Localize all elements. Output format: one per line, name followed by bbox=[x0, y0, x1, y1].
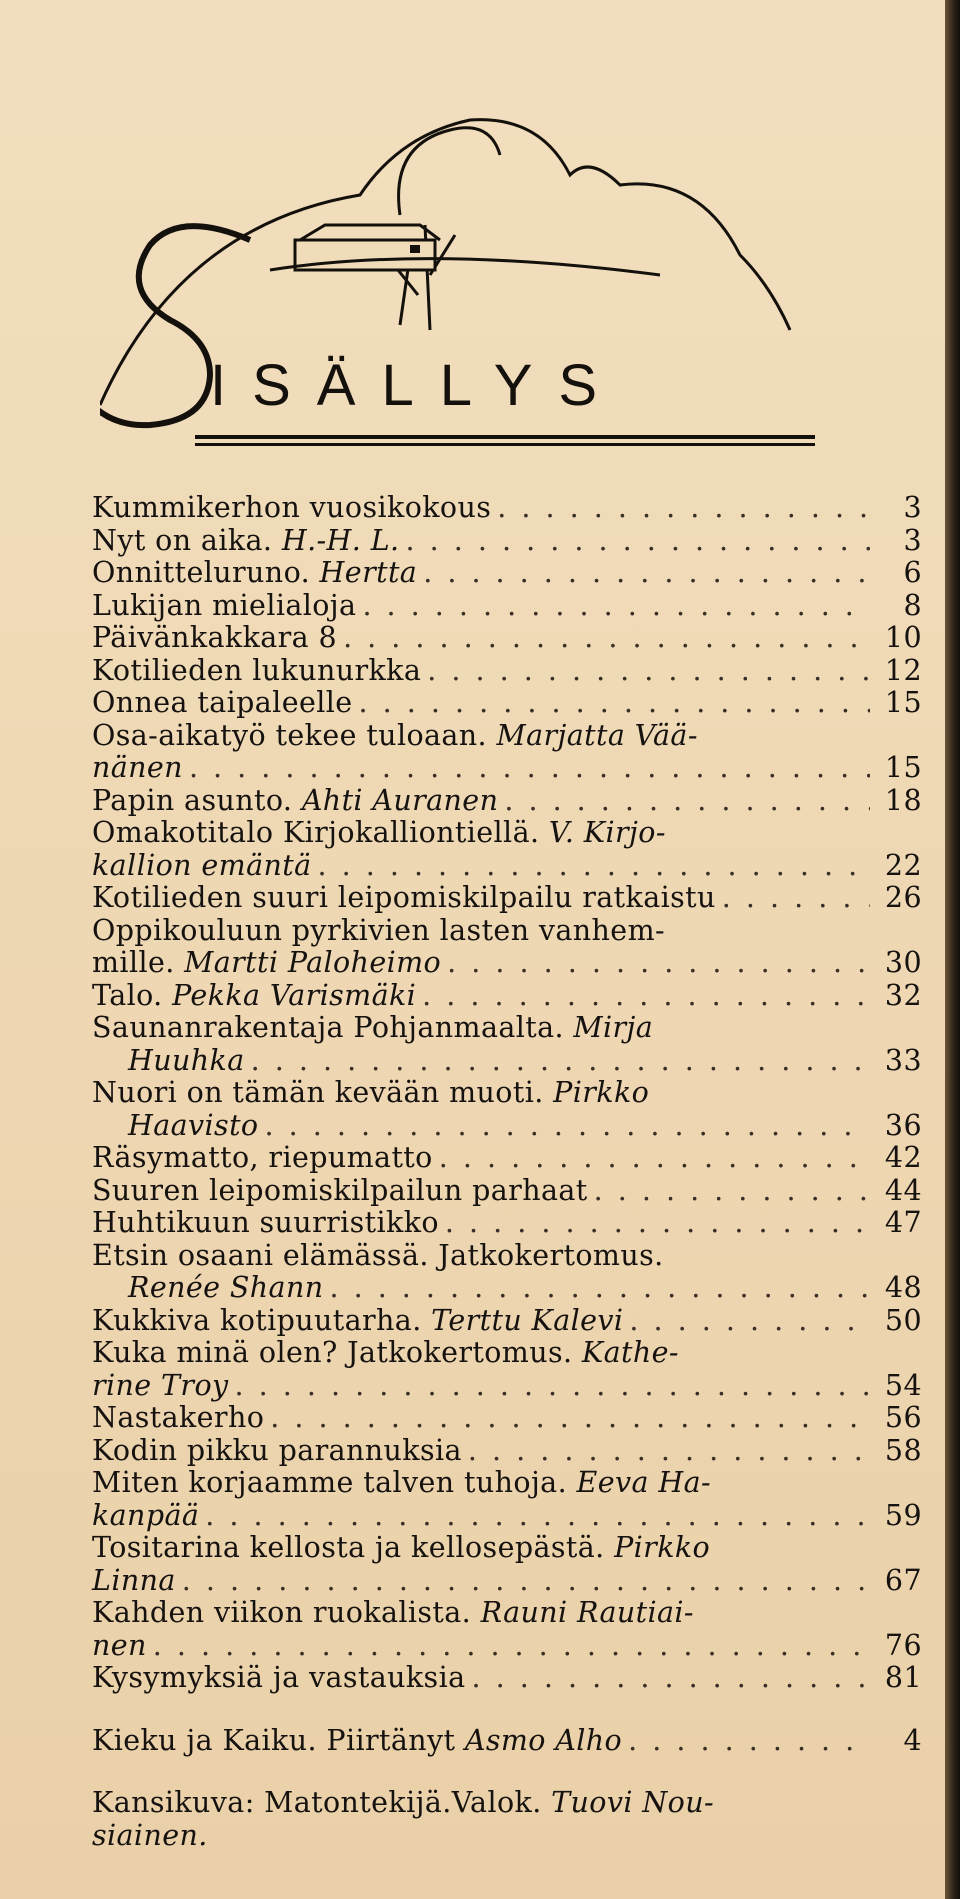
cover-credit-line bbox=[92, 1787, 922, 1820]
entry-title-text: Kotilieden suuri leipomiskilpailu ratkaistu bbox=[92, 881, 716, 914]
leader-dots bbox=[433, 1142, 870, 1175]
header-illustration bbox=[100, 115, 870, 455]
toc-entry-line bbox=[92, 1500, 922, 1533]
page-number: 59 bbox=[884, 1498, 922, 1532]
toc-entry-line bbox=[92, 1012, 922, 1045]
leader-dots bbox=[259, 1110, 871, 1143]
entry-title-text: Onnea taipaleelle bbox=[92, 686, 353, 719]
leader-dots bbox=[199, 1500, 870, 1533]
toc-entry-line bbox=[92, 1630, 922, 1663]
entry-author: nänen bbox=[92, 751, 183, 784]
leader-dots bbox=[491, 492, 870, 525]
entry-title bbox=[92, 1662, 466, 1695]
toc-entry-line bbox=[92, 1077, 922, 1110]
leader-dots bbox=[400, 525, 870, 558]
entry-title-text: mille. bbox=[92, 946, 185, 979]
entry-title-text: Kukkiva kotipuutarha. bbox=[92, 1303, 432, 1337]
heading-text: ISÄLLYS bbox=[210, 353, 624, 418]
entry-title-text: Kummikerhon vuosikokous bbox=[92, 491, 492, 524]
leader-dots bbox=[311, 850, 870, 883]
toc-entry-line bbox=[92, 1305, 922, 1338]
page-number: 3 bbox=[903, 491, 922, 524]
toc-entry-line bbox=[92, 1272, 922, 1305]
spacer bbox=[92, 1695, 922, 1725]
entry-title-text: Etsin osaani elämässä. Jatkokertomus. bbox=[92, 1238, 664, 1272]
page-number: 30 bbox=[884, 946, 922, 979]
toc-entry-line bbox=[92, 1662, 922, 1695]
entry-title bbox=[92, 590, 356, 623]
entry-title bbox=[92, 1337, 679, 1370]
entry-title-text: Kysymyksiä ja vastauksia bbox=[92, 1661, 466, 1694]
entry-title bbox=[92, 720, 698, 753]
entry-title bbox=[92, 1077, 649, 1110]
entry-title bbox=[92, 622, 337, 655]
entry-title-text: Omakotitalo Kirjokalliontiellä. bbox=[92, 816, 549, 849]
page-number: 76 bbox=[884, 1628, 922, 1662]
toc-entry-line bbox=[92, 1532, 922, 1565]
toc-entry-line bbox=[92, 1565, 922, 1598]
toc-entry-line bbox=[92, 1370, 922, 1403]
entry-title bbox=[92, 1402, 264, 1435]
leader-dots bbox=[353, 687, 870, 720]
toc-entry-line bbox=[92, 720, 922, 753]
toc-entry-line bbox=[92, 1435, 922, 1468]
entry-title bbox=[92, 492, 491, 525]
page-number: 15 bbox=[884, 686, 922, 719]
entry-author: H.-H. L. bbox=[281, 523, 400, 557]
page-number: 6 bbox=[903, 556, 922, 589]
entry-title bbox=[92, 1565, 176, 1598]
entry-title-text: Miten korjaamme talven tuhoja. bbox=[92, 1466, 577, 1499]
entry-title-text: Päivänkakkara 8 bbox=[92, 621, 338, 654]
entry-title bbox=[92, 980, 416, 1013]
entry-title bbox=[92, 1207, 439, 1240]
entry-title-text: Kuka minä olen? Jatkokertomus. bbox=[92, 1336, 582, 1369]
entry-title bbox=[92, 1597, 694, 1630]
spacer bbox=[92, 1757, 922, 1787]
toc-entry-line bbox=[92, 1045, 922, 1078]
entry-title-text: Nyt on aika. bbox=[92, 523, 282, 557]
toc-entry-line bbox=[92, 492, 922, 525]
leader-dots bbox=[229, 1370, 870, 1403]
leader-dots bbox=[498, 785, 870, 818]
toc-entry-line bbox=[92, 817, 922, 850]
toc-entry-line bbox=[92, 1142, 922, 1175]
page-number: 32 bbox=[884, 978, 922, 1012]
entry-title bbox=[92, 1532, 710, 1565]
entry-title bbox=[92, 1435, 462, 1468]
leader-dots bbox=[356, 590, 870, 623]
entry-title-text: Saunanrakentaja Pohjanmaalta. bbox=[92, 1011, 574, 1044]
entry-title bbox=[92, 655, 421, 688]
entry-title bbox=[92, 687, 353, 720]
entry-title-text: Kahden viikon ruokalista. bbox=[92, 1596, 481, 1629]
entry-title-text: Suuren leipomiskilpailun parhaat bbox=[92, 1173, 588, 1207]
toc-entry-line bbox=[92, 622, 922, 655]
comic-artist: Asmo Alho bbox=[464, 1723, 623, 1757]
entry-author: V. Kirjo- bbox=[548, 816, 666, 849]
leader-dots bbox=[416, 980, 870, 1013]
entry-title bbox=[92, 1012, 653, 1045]
toc-entry-line bbox=[92, 1175, 922, 1208]
toc-entry-line bbox=[92, 525, 922, 558]
page-binding-edge bbox=[945, 0, 960, 1899]
entry-author: Pirkko bbox=[614, 1531, 711, 1564]
toc-entry-line bbox=[92, 1597, 922, 1630]
entry-author: Pekka Varismäki bbox=[172, 978, 417, 1012]
entry-title bbox=[92, 882, 716, 915]
page-number: 10 bbox=[884, 621, 922, 654]
leader-dots bbox=[441, 947, 870, 980]
page-number: 81 bbox=[884, 1661, 922, 1694]
toc-entry-line bbox=[92, 850, 922, 883]
leader-dots bbox=[421, 655, 870, 688]
entry-author: Huuhka bbox=[128, 1043, 245, 1077]
page-number: 50 bbox=[884, 1303, 922, 1337]
entry-author: Eeva Ha- bbox=[576, 1466, 711, 1499]
entry-title-text: Kodin pikku parannuksia bbox=[92, 1433, 462, 1467]
entry-author: Rauni Rautiai- bbox=[480, 1596, 694, 1629]
toc-entry-line bbox=[92, 1467, 922, 1500]
entry-title bbox=[92, 817, 666, 850]
toc-entry-line bbox=[92, 1337, 922, 1370]
entry-title bbox=[92, 525, 400, 558]
comic-title-text: Kieku ja Kaiku. Piirtänyt bbox=[92, 1723, 465, 1757]
toc-entry-line bbox=[92, 882, 922, 915]
entry-title-text: Nuori on tämän kevään muoti. bbox=[92, 1076, 554, 1109]
toc-entry-line bbox=[92, 1402, 922, 1435]
entry-title bbox=[92, 947, 441, 980]
page-number: 33 bbox=[884, 1043, 922, 1077]
entry-title bbox=[92, 1045, 245, 1078]
page-number: 58 bbox=[884, 1433, 922, 1467]
leader-dots bbox=[622, 1725, 870, 1758]
entry-title-text: Nastakerho bbox=[92, 1401, 265, 1434]
page-number: 48 bbox=[884, 1271, 922, 1304]
entry-title bbox=[92, 1175, 588, 1208]
cover-credit bbox=[92, 1787, 714, 1820]
comic-entry bbox=[92, 1725, 922, 1758]
toc-entry-line bbox=[92, 687, 922, 720]
entry-author: Ahti Auranen bbox=[301, 783, 499, 817]
entry-title-text: Osa-aikatyö tekee tuloaan. bbox=[92, 718, 497, 752]
leader-dots bbox=[337, 622, 870, 655]
page-number: 56 bbox=[884, 1401, 922, 1434]
entry-author: nen bbox=[92, 1628, 147, 1662]
entry-author: rine Troy bbox=[92, 1368, 229, 1402]
entry-title-text: Lukijan mielialoja bbox=[92, 588, 357, 622]
cover-photographer: Tuovi Nou- bbox=[551, 1786, 714, 1819]
leader-dots bbox=[417, 557, 870, 590]
entry-author: kallion emäntä bbox=[92, 848, 312, 882]
toc-entry-line bbox=[92, 1240, 922, 1273]
leader-dots bbox=[245, 1045, 870, 1078]
entry-title bbox=[92, 557, 417, 590]
leader-dots bbox=[466, 1662, 871, 1695]
comic-title bbox=[92, 1725, 622, 1758]
entry-author: Linna bbox=[92, 1563, 176, 1597]
page-number: 4 bbox=[903, 1723, 922, 1757]
page-number: 47 bbox=[884, 1206, 922, 1239]
entry-title-text: Papin asunto. bbox=[92, 783, 302, 817]
leader-dots bbox=[623, 1305, 870, 1338]
cover-credit-line bbox=[92, 1820, 922, 1853]
table-of-contents bbox=[92, 492, 922, 1852]
leader-dots bbox=[716, 882, 870, 915]
entry-author: Terttu Kalevi bbox=[431, 1303, 624, 1337]
entry-author: Hertta bbox=[319, 556, 418, 589]
page-number: 44 bbox=[884, 1173, 922, 1207]
entry-title-text: Räsymatto, riepumatto bbox=[92, 1141, 433, 1174]
entry-title-text: Huhtikuun suurristikko bbox=[92, 1206, 439, 1239]
page-number: 15 bbox=[884, 751, 922, 784]
entry-title bbox=[92, 1370, 229, 1403]
entry-title bbox=[92, 850, 311, 883]
entry-title bbox=[92, 1142, 433, 1175]
entry-author: Martti Paloheimo bbox=[184, 946, 442, 979]
entry-title-text: Onnitteluruno. bbox=[92, 556, 320, 589]
entry-title bbox=[92, 1630, 147, 1663]
entry-author: Mirja bbox=[573, 1011, 654, 1044]
cover-credit-text: Kansikuva: Matontekijä.Valok. bbox=[92, 1786, 552, 1819]
page-number: 3 bbox=[903, 523, 922, 557]
toc-entry-line bbox=[92, 655, 922, 688]
toc-entry-line bbox=[92, 557, 922, 590]
entry-author: Pirkko bbox=[553, 1076, 650, 1109]
page-number: 67 bbox=[884, 1563, 922, 1597]
entry-title-text: Oppikouluun pyrkivien lasten vanhem- bbox=[92, 913, 666, 947]
toc-entry-line bbox=[92, 1110, 922, 1143]
cover-photographer: siainen. bbox=[92, 1818, 208, 1852]
entry-title bbox=[92, 1305, 623, 1338]
entry-title bbox=[92, 1467, 711, 1500]
toc-entry-line bbox=[92, 1207, 922, 1240]
entry-author: kanpää bbox=[92, 1498, 200, 1532]
page-number: 54 bbox=[884, 1368, 922, 1402]
leader-dots bbox=[176, 1565, 870, 1598]
toc-entry-line bbox=[92, 752, 922, 785]
entry-title-text: Talo. bbox=[92, 978, 173, 1012]
entry-title bbox=[92, 1500, 199, 1533]
toc-entry-line bbox=[92, 980, 922, 1013]
toc-entry-line bbox=[92, 785, 922, 818]
toc-entry-line bbox=[92, 947, 922, 980]
page-number: 26 bbox=[884, 881, 922, 914]
page-number: 36 bbox=[884, 1108, 922, 1142]
entry-title bbox=[92, 1240, 664, 1273]
leader-dots bbox=[183, 752, 870, 785]
leader-dots bbox=[264, 1402, 870, 1435]
entry-title bbox=[92, 1272, 323, 1305]
toc-entry-line bbox=[92, 590, 922, 623]
entry-title-text: Kotilieden lukunurkka bbox=[92, 653, 422, 687]
entry-title bbox=[92, 752, 183, 785]
entry-author: Renée Shann bbox=[128, 1271, 324, 1304]
house-icon bbox=[270, 225, 660, 275]
page-number: 8 bbox=[903, 588, 922, 622]
entry-title bbox=[92, 785, 498, 818]
leader-dots bbox=[439, 1207, 870, 1240]
page-number: 22 bbox=[884, 848, 922, 882]
entry-title-text: Tositarina kellosta ja kellosepästä. bbox=[92, 1531, 615, 1564]
page-number: 18 bbox=[884, 783, 922, 817]
leader-dots bbox=[147, 1630, 870, 1663]
leader-dots bbox=[462, 1435, 870, 1468]
toc-entry-line bbox=[92, 915, 922, 948]
page-number: 12 bbox=[884, 653, 922, 687]
entry-title bbox=[92, 915, 665, 948]
entry-title bbox=[92, 1110, 259, 1143]
leader-dots bbox=[588, 1175, 870, 1208]
leader-dots bbox=[323, 1272, 870, 1305]
entry-author: Kathe- bbox=[581, 1336, 679, 1369]
page-number: 42 bbox=[884, 1141, 922, 1174]
entry-author: Haavisto bbox=[128, 1108, 259, 1142]
entry-author: Marjatta Vää- bbox=[496, 718, 698, 752]
